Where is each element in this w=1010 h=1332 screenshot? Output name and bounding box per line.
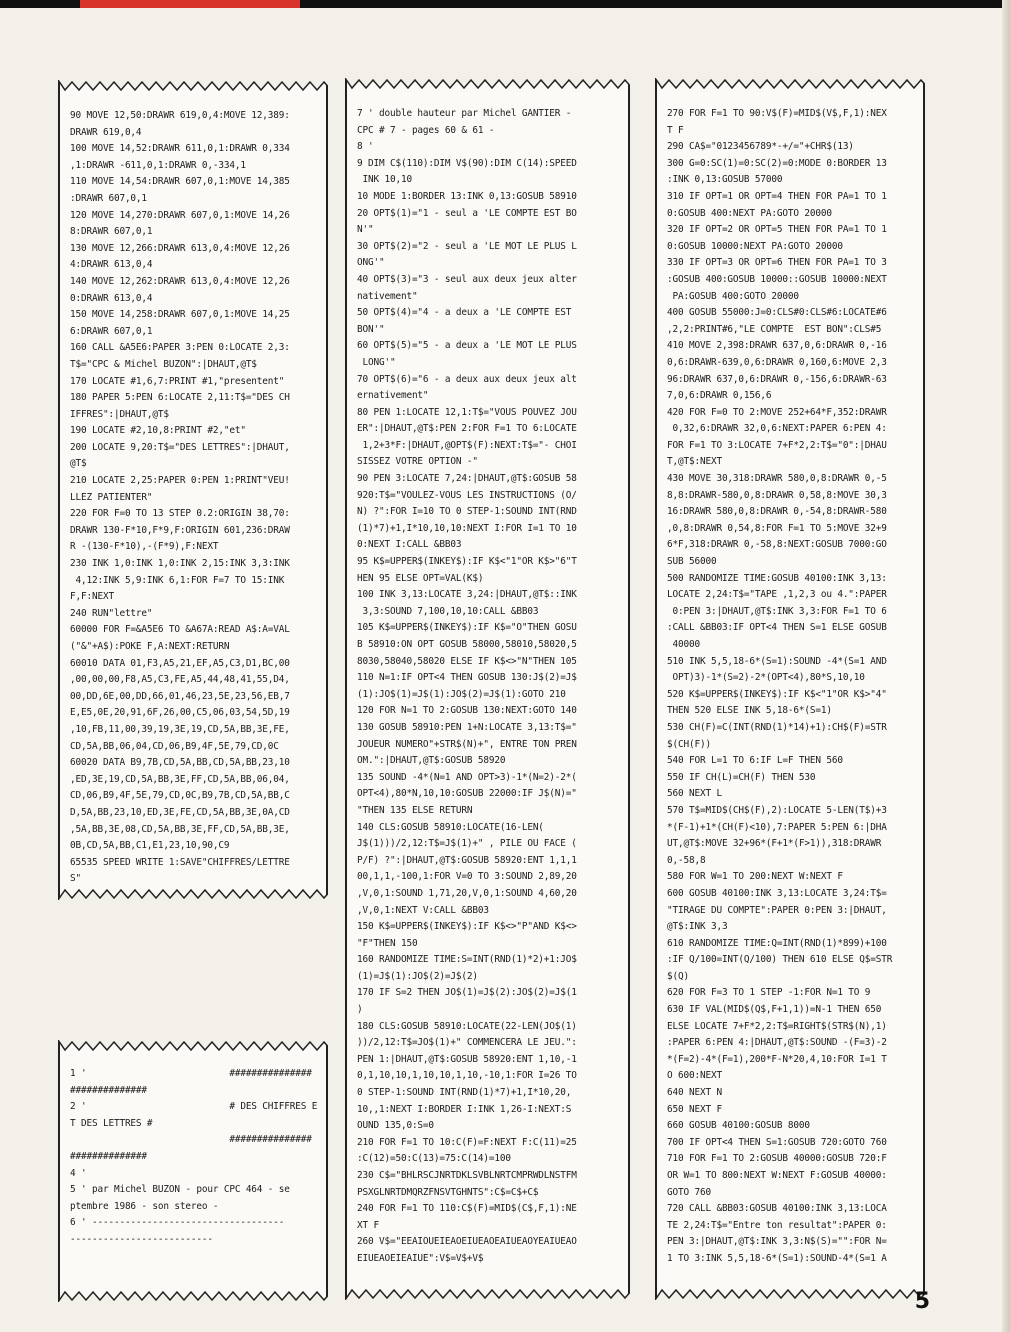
code-line: 4 '	[70, 1167, 87, 1179]
code-line: 210 FOR F=1 TO 10:C(F)=F:NEXT F:C(11)=25	[357, 1136, 577, 1148]
code-line: ,5A,BB,3E,08,CD,5A,BB,3E,FF,CD,5A,BB,3E,	[70, 823, 290, 835]
code-line: ,V,0,1:SOUND 1,71,20,V,0,1:SOUND 4,60,20	[357, 887, 577, 899]
code-line: LLEZ PATIENTER"	[70, 491, 153, 503]
code-line: PSXGLNRTDMQRZFNSVTGHNTS":C$=C$+C$	[357, 1186, 539, 1198]
code-line: *(F-1)+1*(CH(F)<10),7:PAPER 5:PEN 6:|DHA	[667, 821, 887, 833]
code-line: SISSEZ VOTRE OPTION -"	[357, 456, 478, 468]
code-lines	[70, 108, 318, 888]
code-line: 640 NEXT N	[667, 1087, 722, 1099]
code-line: 660 GOSUB 40100:GOSUB 8000	[667, 1120, 810, 1132]
code-line: PA:GOSUB 400:GOTO 20000	[667, 290, 799, 302]
code-line: OM.":|DHAUT,@T$:GOSUB 58920	[357, 755, 506, 767]
code-line: 60000 FOR F=&A5E6 TO &A67A:READ A$:A=VAL	[70, 624, 290, 636]
code-line: 1 TO 3:INK 5,5,18-6*(S=1):SOUND-4*(S=1 A	[667, 1252, 887, 1264]
code-line: ,1:DRAWR -611,0,1:DRAWR 0,-334,1	[70, 159, 246, 171]
code-line: 320 IF OPT=2 OR OPT=5 THEN FOR PA=1 TO 1	[667, 224, 887, 236]
code-line: ,0,8:DRAWR 0,54,8:FOR F=1 TO 5:MOVE 32+9	[667, 522, 887, 534]
code-line: 720 CALL &BB03:GOSUB 40100:INK 3,13:LOCA	[667, 1203, 887, 1215]
code-line: 310 IF OPT=1 OR OPT=4 THEN FOR PA=1 TO 1	[667, 190, 887, 202]
code-line: CD,06,B9,4F,5E,79,CD,0C,B9,7B,CD,5A,BB,C	[70, 790, 290, 802]
code-line: GOTO 760	[667, 1186, 711, 1198]
code-line: R -(130-F*10),-(F*9),F:NEXT	[70, 541, 219, 553]
code-line: DRAWR 619,0,4	[70, 126, 142, 138]
code-line: ER":|DHAUT,@T$:PEN 2:FOR F=1 TO 6:LOCATE	[357, 423, 577, 435]
code-line: 150 MOVE 14,258:DRAWR 607,0,1:MOVE 14,25	[70, 309, 290, 321]
code-line: 96:DRAWR 637,0,6:DRAWR 0,-156,6:DRAWR-63	[667, 373, 887, 385]
perforation-bottom	[58, 886, 328, 900]
perforation-top	[58, 1040, 328, 1054]
code-line: 130 MOVE 12,266:DRAWR 613,0,4:MOVE 12,26	[70, 242, 290, 254]
listing-col3	[655, 78, 925, 1300]
code-line: 260 V$="EEAIOUEIEAOEIUEAOEAIUEAOYEAIUEAO	[357, 1236, 577, 1248]
code-line: $(Q)	[667, 970, 689, 982]
code-line: 180 PAPER 5:PEN 6:LOCATE 2,11:T$="DES CH	[70, 392, 290, 404]
code-line: CPC # 7 - pages 60 & 61 -	[357, 124, 495, 136]
code-line: :C(12)=50:C(13)=75:C(14)=100	[357, 1153, 511, 1165]
code-line: :DRAWR 607,0,1	[70, 192, 147, 204]
code-line: 570 T$=MID$(CH$(F),2):LOCATE 5-LEN(T$)+3	[667, 804, 887, 816]
code-line: ,V,0,1:NEXT V:CALL &BB03	[357, 904, 489, 916]
code-line: 7,0,6:DRAWR 0,156,6	[667, 390, 772, 402]
code-line: 60010 DATA 01,F3,A5,21,EF,A5,C3,D1,BC,00	[70, 657, 290, 669]
code-line: LOCATE 2,24:T$="TAPE ,1,2,3 ou 4.":PAPER	[667, 589, 887, 601]
code-line: FOR F=1 TO 3:LOCATE 7+F*2,2:T$="0":|DHAU	[667, 439, 887, 451]
code-line: 150 K$=UPPER$(INKEY$):IF K$<>"P"AND K$<>	[357, 921, 577, 933]
code-line: HEN 95 ELSE OPT=VAL(K$)	[357, 572, 484, 584]
code-line: *(F=2)-4*(F=1),200*F-N*20,4,10:FOR I=1 T	[667, 1053, 887, 1065]
code-line: 630 IF VAL(MID$(Q$,F+1,1))=N-1 THEN 650	[667, 1004, 882, 1016]
code-line: 40 OPT$(3)="3 - seul aux deux jeux alter	[357, 273, 577, 285]
code-line: OPT<4),80*N,10,10:GOSUB 22000:IF J$(N)="	[357, 788, 577, 800]
code-line: F,F:NEXT	[70, 591, 114, 603]
code-line: E,E5,0E,20,91,6F,26,00,C5,06,03,54,5D,19	[70, 707, 290, 719]
code-line: 580 FOR W=1 TO 200:NEXT W:NEXT F	[667, 871, 843, 883]
code-line: ,10,FB,11,00,39,19,3E,19,CD,5A,BB,3E,FE,	[70, 723, 290, 735]
code-line: 220 FOR F=0 TO 13 STEP 0.2:ORIGIN 38,70:	[70, 508, 290, 520]
code-line: T$="CPC & Michel BUZON":|DHAUT,@T$	[70, 358, 257, 370]
code-line: 160 RANDOMIZE TIME:S=INT(RND(1)*2)+1:JO$	[357, 954, 577, 966]
code-line: 160 CALL &A5E6:PAPER 3:PEN 0:LOCATE 2,3:	[70, 342, 290, 354]
code-line: 0:GOSUB 400:NEXT PA:GOTO 20000	[667, 207, 832, 219]
code-line: EIUEAOEIEAIUE":V$=V$+V$	[357, 1252, 484, 1264]
code-line: 105 K$=UPPER$(INKEY$):IF K$="O"THEN GOSU	[357, 622, 577, 634]
code-line: 90 PEN 3:LOCATE 7,24:|DHAUT,@T$:GOSUB 58	[357, 473, 577, 485]
code-line: 0:DRAWR 613,0,4	[70, 292, 153, 304]
code-line: ("&"+A$):POKE F,A:NEXT:RETURN	[70, 641, 230, 652]
code-line: 65535 SPEED WRITE 1:SAVE"CHIFFRES/LETTRE	[70, 856, 290, 868]
code-line: ,ED,3E,19,CD,5A,BB,3E,FF,CD,5A,BB,06,04,	[70, 773, 290, 785]
code-line: ))/2,12:T$=JO$(1)+" COMMENCERA LE JEU.":	[357, 1037, 577, 1049]
code-line: 140 MOVE 12,262:DRAWR 613,0,4:MOVE 12,26	[70, 275, 290, 287]
code-line: 6*F,318:DRAWR 0,-58,8:NEXT:GOSUB 7000:GO	[667, 539, 887, 551]
code-line: 95 K$=UPPER$(INKEY$):IF K$<"1"OR K$>"6"T	[357, 556, 577, 568]
code-line: PEN 1:|DHAUT,@T$:GOSUB 58920:ENT 1,10,-1	[357, 1053, 577, 1065]
code-line: 00,DD,6E,00,DD,66,01,46,23,5E,23,56,EB,7	[70, 690, 290, 702]
red-accent-bar	[80, 0, 300, 8]
code-line: 400 GOSUB 55000:J=0:CLS#0:CLS#6:LOCATE#6	[667, 307, 887, 319]
code-line: 920:T$="VOULEZ-VOUS LES INSTRUCTIONS (O/	[357, 489, 577, 501]
code-line: 110 N=1:IF OPT<4 THEN GOSUB 130:J$(2)=J$	[357, 672, 577, 684]
listing-col1-top	[58, 80, 328, 900]
code-line: 40000	[667, 639, 700, 650]
listing-col1-bottom	[58, 1040, 328, 1302]
code-line: 5 ' par Michel BUZON - pour CPC 464 - se	[70, 1184, 290, 1196]
code-line: :PAPER 6:PEN 4:|DHAUT,@T$:SOUND -(F=3)-2	[667, 1037, 887, 1049]
code-line: 3,3:SOUND 7,100,10,10:CALL &BB03	[357, 605, 539, 617]
code-line: 60020 DATA B9,7B,CD,5A,BB,CD,5A,BB,23,10	[70, 757, 290, 769]
listing-col2	[345, 78, 630, 1300]
code-line: ##############	[70, 1084, 147, 1096]
code-line: 4,12:INK 5,9:INK 6,1:FOR F=7 TO 15:INK	[70, 574, 285, 586]
code-line: ###############	[70, 1134, 312, 1146]
code-line: 0,32,6:DRAWR 32,0,6:NEXT:PAPER 6:PEN 4:	[667, 423, 887, 435]
code-line: ##############	[70, 1150, 147, 1162]
code-line: 650 NEXT F	[667, 1103, 722, 1115]
code-line: :IF Q/100=INT(Q/100) THEN 610 ELSE Q$=STR	[667, 954, 893, 966]
perforation-bottom	[345, 1286, 630, 1300]
code-line: 330 IF OPT=3 OR OPT=6 THEN FOR PA=1 TO 3	[667, 257, 887, 269]
code-line: 610 RANDOMIZE TIME:Q=INT(RND(1)*899)+100	[667, 937, 887, 949]
code-line: 8:DRAWR 607,0,1	[70, 226, 153, 238]
code-line: 0,-58,8	[667, 854, 706, 866]
code-line: 240 FOR F=1 TO 110:C$(F)=MID$(C$,F,1):NE	[357, 1203, 577, 1215]
code-line: XT F	[357, 1219, 379, 1231]
code-line: 10,,1:NEXT I:BORDER I:INK 1,26-I:NEXT:S	[357, 1103, 572, 1115]
code-line: 600 GOSUB 40100:INK 3,13:LOCATE 3,24:T$=	[667, 887, 887, 899]
code-line: 510 INK 5,5,18-6*(S=1):SOUND -4*(S=1 AND	[667, 655, 887, 667]
code-line: :CALL &BB03:IF OPT<4 THEN S=1 ELSE GOSUB	[667, 622, 887, 634]
code-lines	[70, 1066, 318, 1249]
code-lines	[667, 106, 915, 1268]
code-line: 420 FOR F=0 TO 2:MOVE 252+64*F,352:DRAWR	[667, 406, 887, 418]
code-line: --------------------------	[70, 1233, 213, 1245]
code-line: 7 ' double hauteur par Michel GANTIER -	[357, 108, 572, 119]
code-line: OUND 135,0:S=0	[357, 1120, 434, 1132]
code-line: 190 LOCATE #2,10,8:PRINT #2,"et"	[70, 425, 246, 437]
code-line: UT,@T$:MOVE 32+96*(F+1*(F>1)),318:DRAWR	[667, 838, 882, 850]
code-line: 620 FOR F=3 TO 1 STEP -1:FOR N=1 TO 9	[667, 987, 871, 999]
code-line: 8 '	[357, 141, 374, 153]
code-line: 0 STEP-1:SOUND INT(RND(1)*7)+1,I*10,20,	[357, 1087, 572, 1099]
code-line: 8030,58040,58020 ELSE IF K$<>"N"THEN 105	[357, 655, 577, 667]
listing-text	[357, 106, 620, 1268]
code-line: 2 ' # DES CHIFFRES E	[70, 1101, 318, 1113]
code-line: 300 G=0:SC(1)=0:SC(2)=0:MODE 0:BORDER 13	[667, 157, 887, 169]
code-line: B 58910:ON OPT GOSUB 58000,58010,58020,5	[357, 639, 577, 650]
code-line: 6 ' -----------------------------------	[70, 1217, 285, 1229]
page-number: 5	[914, 1289, 930, 1314]
code-line: (1)*7)+1,I*10,10,10:NEXT I:FOR I=1 TO 10	[357, 522, 577, 534]
code-line: 540 FOR L=1 TO 6:IF L=F THEN 560	[667, 755, 843, 767]
perforation-top	[345, 78, 630, 92]
code-line: 16:DRAWR 580,0,8:DRAWR 0,-54,8:DRAWR-580	[667, 506, 887, 518]
code-line: 230 C$="BHLRSCJNRTDKLSVBLNRTCMPRWDLNSTFM	[357, 1170, 577, 1181]
code-line: "THEN 135 ELSE RETURN	[357, 804, 473, 816]
code-line: 230 INK 1,0:INK 1,0:INK 2,15:INK 3,3:INK	[70, 558, 290, 570]
code-line: T DES LETTRES #	[70, 1117, 153, 1129]
code-line: )	[357, 1004, 363, 1016]
code-line: 240 RUN"lettre"	[70, 607, 153, 619]
code-line: (1)=J$(1):JO$(2)=J$(2)	[357, 970, 478, 982]
code-line: S"	[70, 873, 81, 885]
code-line: OR W=1 TO 800:NEXT W:NEXT F:GOSUB 40000:	[667, 1170, 887, 1181]
code-line: "TIRAGE DU COMPTE":PAPER 0:PEN 3:|DHAUT,	[667, 904, 887, 916]
code-line: 130 GOSUB 58910:PEN 1+N:LOCATE 3,13:T$="	[357, 721, 577, 733]
code-line: 210 LOCATE 2,25:PAPER 0:PEN 1:PRINT"VEU!	[70, 475, 290, 487]
code-line: 270 FOR F=1 TO 90:V$(F)=MID$(V$,F,1):NEX	[667, 108, 887, 119]
code-line: 6:DRAWR 607,0,1	[70, 325, 153, 337]
code-line: (1):JO$(1)=J$(1):JO$(2)=J$(1):GOTO 210	[357, 688, 566, 700]
code-line: LONG'"	[357, 356, 396, 368]
code-line: CD,5A,BB,06,04,CD,06,B9,4F,5E,79,CD,0C	[70, 740, 279, 752]
code-line: 0:GOSUB 10000:NEXT PA:GOTO 20000	[667, 240, 843, 252]
code-line: 30 OPT$(2)="2 - seul a 'LE MOT LE PLUS L	[357, 240, 577, 252]
code-line: 8,8:DRAWR-580,0,8:DRAWR 0,58,8:MOVE 30,3	[667, 489, 887, 501]
code-line: N) ?":FOR I=10 TO 0 STEP-1:SOUND INT(RND	[357, 506, 577, 518]
code-line: 530 CH(F)=C(INT(RND(1)*14)+1):CH$(F)=STR	[667, 721, 887, 733]
code-line: INK 10,10	[357, 174, 412, 186]
code-line: 0:PEN 3:|DHAUT,@T$:INK 3,3:FOR F=1 TO 6	[667, 605, 887, 617]
code-line: 100 MOVE 14,52:DRAWR 611,0,1:DRAWR 0,334	[70, 143, 290, 155]
code-line: 0B,CD,5A,BB,C1,E1,23,10,90,C9	[70, 840, 230, 852]
code-line: SUB 56000	[667, 556, 717, 568]
perforation-top	[655, 78, 925, 92]
code-line: @T$:INK 3,3	[667, 921, 728, 933]
code-line: 9 DIM C$(110):DIM V$(90):DIM C(14):SPEED	[357, 157, 577, 169]
code-line: 200 LOCATE 9,20:T$="DES LETTRES":|DHAUT,	[70, 441, 290, 453]
code-line: 0,6:DRAWR-639,0,6:DRAWR 0,160,6:MOVE 2,3	[667, 356, 887, 368]
code-line: 20 OPT$(1)="1 - seul a 'LE COMPTE EST BO	[357, 207, 577, 219]
code-line: 0,1,10,10,1,10,10,1,10,-10,1:FOR I=26 TO	[357, 1070, 577, 1082]
code-line: "F"THEN 150	[357, 937, 418, 949]
code-line: 140 CLS:GOSUB 58910:LOCATE(16-LEN(	[357, 821, 544, 833]
listing-text	[70, 1066, 318, 1249]
code-line: 0:NEXT I:CALL &BB03	[357, 539, 462, 551]
page-edge-shadow	[1002, 0, 1010, 1332]
code-line: OPT)3)-1*(S=2)-2*(OPT<4),80*S,10,10	[667, 672, 865, 684]
code-line: 550 IF CH(L)=CH(F) THEN 530	[667, 771, 816, 783]
code-line: ptembre 1986 - son stereo -	[70, 1200, 219, 1212]
code-line: P/F) ?":|DHAUT,@T$:GOSUB 58920:ENT 1,1,1	[357, 854, 577, 866]
listing-text	[70, 108, 318, 888]
code-line: 430 MOVE 30,318:DRAWR 580,0,8:DRAWR 0,-5	[667, 473, 887, 485]
code-line: PEN 3:|DHAUT,@T$:INK 3,3:N$(S)="":FOR N=	[667, 1236, 887, 1248]
code-line: JOUEUR NUMERO"+STR$(N)+", ENTRE TON PREN	[357, 738, 577, 750]
code-line: 50 OPT$(4)="4 - a deux a 'LE COMPTE EST	[357, 307, 572, 319]
code-line: 170 IF S=2 THEN JO$(1)=J$(2):JO$(2)=J$(1	[357, 987, 577, 999]
code-line: 1 ' ###############	[70, 1068, 312, 1079]
code-line: 500 RANDOMIZE TIME:GOSUB 40100:INK 3,13:	[667, 572, 887, 584]
code-line: O 600:NEXT	[667, 1070, 722, 1082]
code-line: N'"	[357, 224, 374, 236]
perforation-bottom	[58, 1288, 328, 1302]
code-line: 1,2+3*F:|DHAUT,@OPT$(F):NEXT:T$="- CHOI	[357, 439, 577, 451]
code-line: TE 2,24:T$="Entre ton resultat":PAPER 0:	[667, 1219, 887, 1231]
code-line: 110 MOVE 14,54:DRAWR 607,0,1:MOVE 14,385	[70, 176, 290, 188]
code-line: BON'"	[357, 323, 385, 335]
code-line: 90 MOVE 12,50:DRAWR 619,0,4:MOVE 12,389:	[70, 110, 290, 121]
code-line: 70 OPT$(6)="6 - a deux aux deux jeux alt	[357, 373, 577, 385]
code-line: J$(1)))/2,12:T$=J$(1)+" , PILE OU FACE (	[357, 838, 577, 850]
code-line: 120 MOVE 14,270:DRAWR 607,0,1:MOVE 14,26	[70, 209, 290, 221]
code-line: 180 CLS:GOSUB 58910:LOCATE(22-LEN(JO$(1)	[357, 1020, 577, 1032]
code-line: 60 OPT$(5)="5 - a deux a 'LE MOT LE PLUS	[357, 340, 577, 352]
code-line: T F	[667, 124, 684, 136]
code-lines	[357, 106, 620, 1268]
code-line: 710 FOR F=1 TO 2:GOSUB 40000:GOSUB 720:F	[667, 1153, 887, 1165]
code-line: 135 SOUND -4*(N=1 AND OPT>3)-1*(N=2)-2*(	[357, 771, 577, 783]
code-line: 520 K$=UPPER$(INKEY$):IF K$<"1"OR K$>"4"	[667, 688, 887, 700]
code-line: 170 LOCATE #1,6,7:PRINT #1,"presentent"	[70, 375, 285, 387]
code-line: T,@T$:NEXT	[667, 456, 722, 468]
code-line: 10 MODE 1:BORDER 13:INK 0,13:GOSUB 58910	[357, 190, 577, 202]
perforation-bottom	[655, 1286, 925, 1300]
code-line: ernativement"	[357, 390, 429, 402]
code-line: 120 FOR N=1 TO 2:GOSUB 130:NEXT:GOTO 140	[357, 705, 577, 717]
code-line: @T$	[70, 458, 87, 470]
code-line: ELSE LOCATE 7+F*2,2:T$=RIGHT$(STR$(N),1)	[667, 1020, 887, 1032]
code-line: nativement"	[357, 290, 418, 302]
code-line: THEN 520 ELSE INK 5,18-6*(S=1)	[667, 705, 832, 717]
perforation-top	[58, 80, 328, 94]
code-line: 410 MOVE 2,398:DRAWR 637,0,6:DRAWR 0,-16	[667, 340, 887, 352]
code-line: 80 PEN 1:LOCATE 12,1:T$="VOUS POUVEZ JOU	[357, 406, 577, 418]
code-line: 100 INK 3,13:LOCATE 3,24:|DHAUT,@T$::INK	[357, 589, 577, 601]
listing-text	[667, 106, 915, 1268]
code-line: :GOSUB 400:GOSUB 10000::GOSUB 10000:NEXT	[667, 273, 887, 285]
code-line: ,00,00,00,F8,A5,C3,FE,A5,44,48,41,55,D4,	[70, 674, 290, 686]
code-line: 4:DRAWR 613,0,4	[70, 259, 153, 271]
code-line: IFFRES":|DHAUT,@T$	[70, 408, 169, 420]
code-line: ONG'"	[357, 257, 385, 269]
code-line: ,2,2:PRINT#6,"LE COMPTE EST BON":CLS#5	[667, 323, 882, 335]
code-line: 00,1,1,-100,1:FOR V=0 TO 3:SOUND 2,89,20	[357, 871, 577, 883]
code-line: D,5A,BB,23,10,ED,3E,FE,CD,5A,BB,3E,0A,CD	[70, 806, 290, 818]
code-line: 700 IF OPT<4 THEN S=1:GOSUB 720:GOTO 760	[667, 1136, 887, 1148]
code-line: 560 NEXT L	[667, 788, 722, 800]
code-line: $(CH(F))	[667, 738, 711, 750]
code-line: DRAWR 130-F*10,F*9,F:ORIGIN 601,236:DRAW	[70, 524, 290, 536]
code-line: :INK 0,13:GOSUB 57000	[667, 174, 783, 186]
code-line: 290 CA$="0123456789*-+/="+CHR$(13)	[667, 141, 854, 153]
